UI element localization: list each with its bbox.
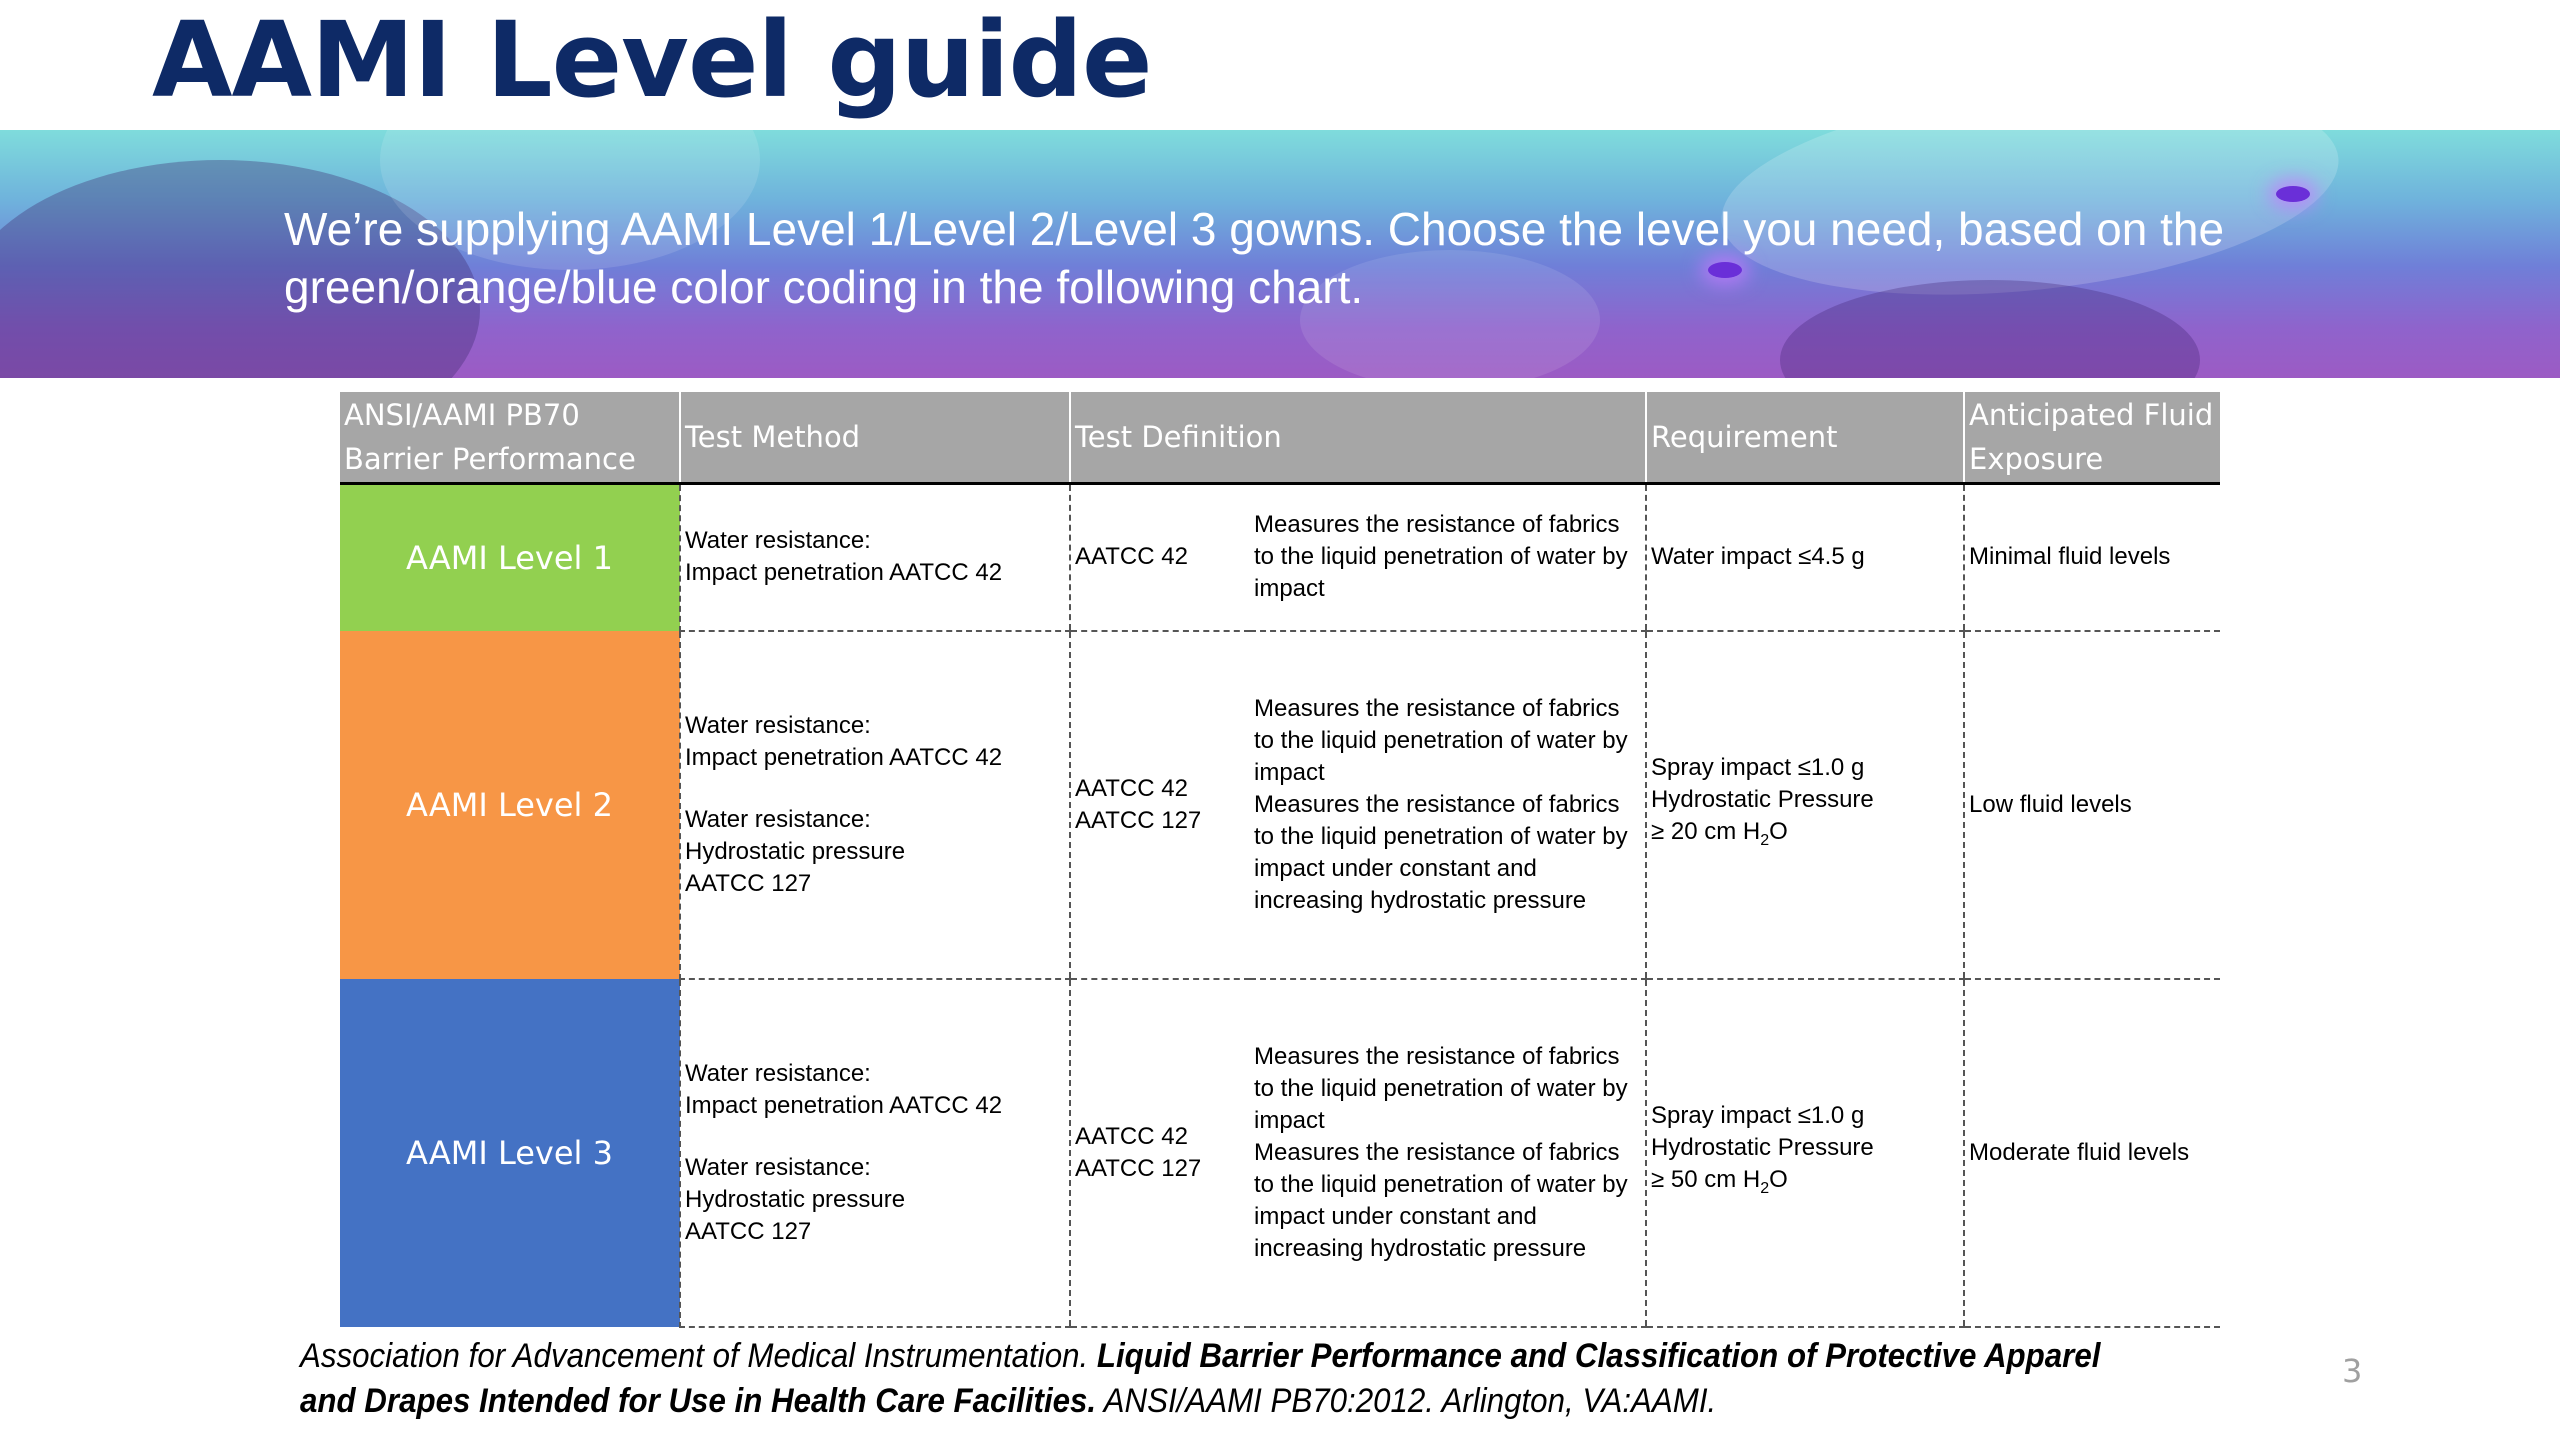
header-fluid-exposure: Anticipated Fluid Exposure [1964, 392, 2220, 484]
requirement-line: Hydrostatic Pressure [1651, 786, 1874, 814]
spacer [685, 774, 1065, 804]
banner [0, 130, 2560, 378]
requirement-cell: Water impact ≤4.5 g [1646, 484, 1964, 631]
test-method-line: Water resistance: [685, 805, 871, 833]
test-definition: Measures the resistance of fabrics to the liquid penetration of water by impact [1254, 694, 1628, 786]
test-code: AATCC 127 [1075, 1154, 1202, 1182]
fluid-exposure-cell: Moderate fluid levels [1964, 979, 2220, 1327]
test-code-cell [1070, 979, 1250, 1327]
test-code: AATCC 42 [1075, 774, 1188, 802]
test-definition: Measures the resistance of fabrics to the liquid penetration of water by impact under constant and increasing hydrostatic pressure [1254, 1138, 1628, 1262]
test-definition: Measures the resistance of fabrics to the liquid penetration of water by impact [1254, 1042, 1628, 1134]
test-definition-cell [1250, 631, 1646, 979]
requirement-line: Spray impact ≤1.0 g [1651, 754, 1865, 782]
requirement-text: ≥ 50 cm H [1651, 1166, 1761, 1194]
requirement-text: O [1769, 818, 1788, 846]
test-method-line: Water resistance: [685, 1059, 871, 1087]
test-code-cell: AATCC 42 [1070, 484, 1250, 631]
header-barrier-performance: ANSI/AAMI PB70 Barrier Performance [340, 392, 680, 484]
table-row-level-1 [340, 484, 2220, 631]
fluid-exposure-cell: Low fluid levels [1964, 631, 2220, 979]
requirement-line [1651, 1164, 1959, 1205]
header-test-method: Test Method [680, 392, 1070, 484]
test-method-cell [680, 979, 1070, 1327]
table-row-level-2 [340, 631, 2220, 979]
test-definition-cell: Measures the resistance of fabrics to the liquid penetration of water by impact [1250, 484, 1646, 631]
citation-footnote [300, 1334, 2103, 1424]
test-method-line: Water resistance: [685, 711, 871, 739]
requirement-line: Spray impact ≤1.0 g [1651, 1102, 1865, 1130]
requirement-line: Hydrostatic Pressure [1651, 1134, 1874, 1162]
requirement-text: O [1769, 1166, 1788, 1194]
test-method-line: Impact penetration AATCC 42 [685, 743, 1003, 771]
test-method-line: AATCC 127 [685, 869, 812, 897]
citation-author: Association for Advancement of Medical Instrumentation. [300, 1337, 1097, 1375]
test-method-cell [680, 631, 1070, 979]
page-number: 3 [2342, 1352, 2363, 1390]
aami-level-table [340, 392, 2220, 1328]
test-method-line: Impact penetration AATCC 42 [685, 559, 1003, 587]
test-definition: Measures the resistance of fabrics to the liquid penetration of water by impact under constant and increasing hydrostatic pressure [1254, 790, 1628, 914]
citation-title: Liquid Barrier Performance and Classification of Protective Apparel and Drapes Intended for Use in Health Care Facilities. [300, 1337, 2101, 1420]
header-requirement: Requirement [1646, 392, 1964, 484]
test-method-line: Water resistance: [685, 1153, 871, 1181]
fluid-exposure-cell: Minimal fluid levels [1964, 484, 2220, 631]
citation-source: ANSI/AAMI PB70:2012. Arlington, VA:AAMI. [1096, 1382, 1717, 1420]
test-method-cell [680, 484, 1070, 631]
level-3-cell: AAMI Level 3 [340, 979, 680, 1327]
requirement-cell [1646, 631, 1964, 979]
requirement-line [1651, 816, 1959, 857]
test-method-line: AATCC 127 [685, 1217, 812, 1245]
test-method-line: Hydrostatic pressure [685, 1185, 906, 1213]
page-title: AAMI Level guide [152, 0, 1152, 121]
subscript: 2 [1760, 831, 1770, 849]
spacer [685, 1122, 1065, 1152]
table-header-row [340, 392, 2220, 484]
level-1-cell: AAMI Level 1 [340, 484, 680, 631]
requirement-cell [1646, 979, 1964, 1327]
requirement-text: ≥ 20 cm H [1651, 818, 1761, 846]
level-2-cell: AAMI Level 2 [340, 631, 680, 979]
test-code: AATCC 42 [1075, 1122, 1188, 1150]
test-method-line: Impact penetration AATCC 42 [685, 1091, 1003, 1119]
test-code-cell [1070, 631, 1250, 979]
banner-text: We’re supplying AAMI Level 1/Level 2/Level 3 gowns. Choose the level you need, based on the green/orange/blue color coding in the following chart. [284, 203, 2225, 313]
table-row-level-3 [340, 979, 2220, 1327]
test-definition-cell [1250, 979, 1646, 1327]
test-method-line: Water resistance: [685, 527, 871, 555]
test-code: AATCC 127 [1075, 806, 1202, 834]
subscript: 2 [1760, 1179, 1770, 1197]
header-test-definition: Test Definition [1070, 392, 1646, 484]
test-method-line: Hydrostatic pressure [685, 837, 906, 865]
